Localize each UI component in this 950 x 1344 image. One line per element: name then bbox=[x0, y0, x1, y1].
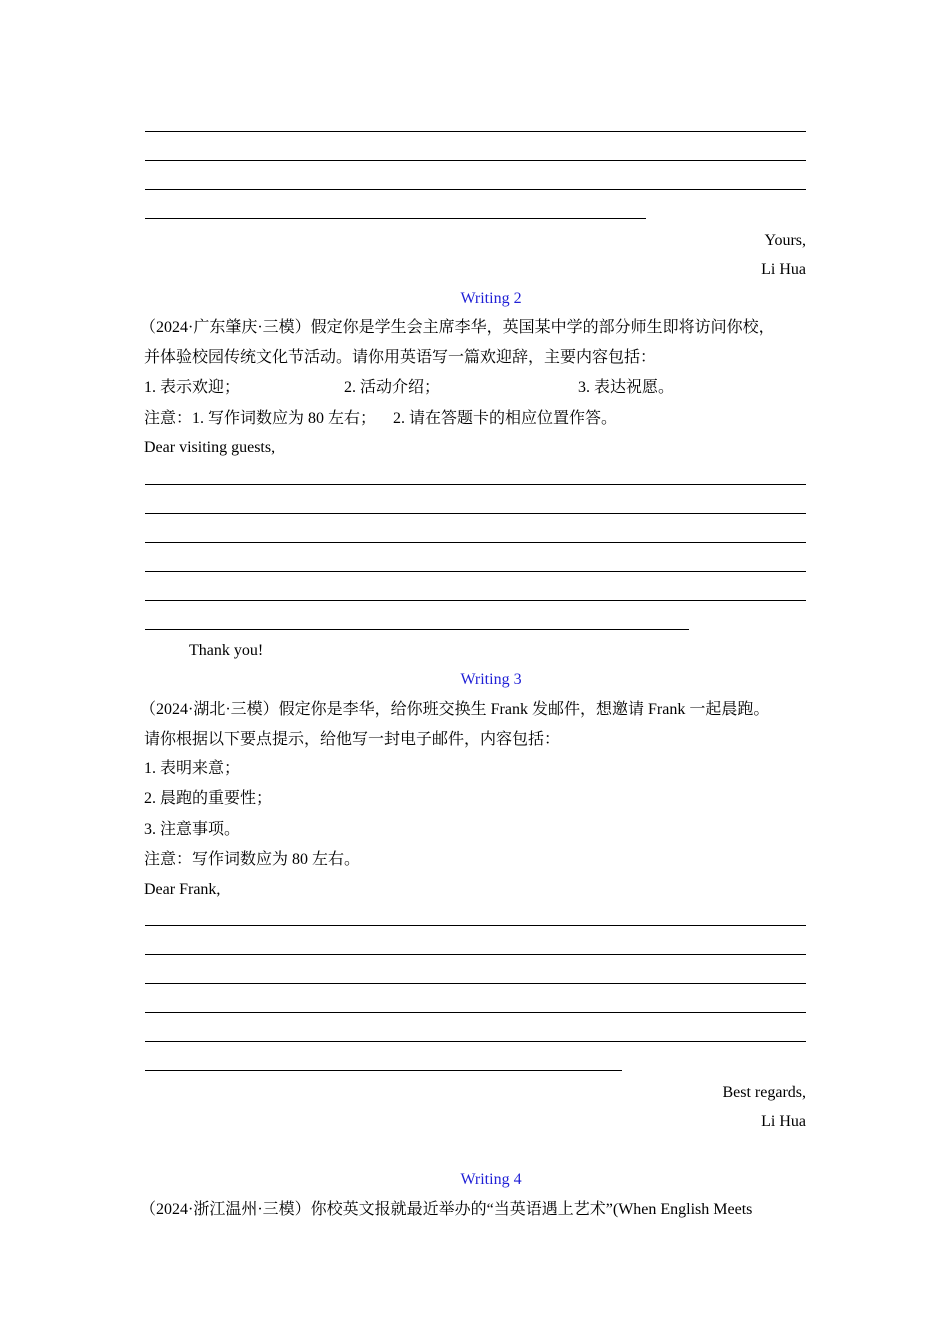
writing3-point-1: 1. 表明来意； bbox=[144, 760, 241, 777]
writing2-closing: Thank you! bbox=[189, 642, 264, 659]
writing2-point-2: 2. 活动介绍； bbox=[344, 379, 441, 396]
writing2-prompt-line2: 并体验校园传统文化节活动。请你用英语写一篇欢迎辞，主要内容包括： bbox=[144, 349, 657, 366]
writing3-note: 注意：写作词数应为 80 左右。 bbox=[144, 851, 361, 868]
writing4-heading: Writing 4 bbox=[460, 1171, 522, 1188]
answer-line[interactable] bbox=[145, 218, 646, 219]
writing2-heading: Writing 2 bbox=[460, 290, 522, 307]
answer-line[interactable] bbox=[145, 542, 806, 543]
writing3-salutation: Dear Frank, bbox=[144, 881, 221, 898]
letter1-closing: Yours, bbox=[764, 232, 806, 249]
answer-line[interactable] bbox=[145, 513, 806, 514]
answer-line[interactable] bbox=[145, 954, 806, 955]
writing2-point-1: 1. 表示欢迎； bbox=[144, 379, 241, 396]
answer-line[interactable] bbox=[145, 131, 806, 132]
letter1-signature: Li Hua bbox=[761, 261, 806, 278]
writing3-signature: Li Hua bbox=[761, 1113, 806, 1130]
writing2-salutation: Dear visiting guests, bbox=[144, 439, 276, 456]
answer-line[interactable] bbox=[145, 571, 806, 572]
answer-line[interactable] bbox=[145, 983, 806, 984]
writing2-note-2: 2. 请在答题卡的相应位置作答。 bbox=[393, 410, 618, 427]
writing3-heading: Writing 3 bbox=[460, 671, 522, 688]
answer-line[interactable] bbox=[145, 1041, 806, 1042]
writing2-note-1: 注意：1. 写作词数应为 80 左右； bbox=[144, 410, 377, 427]
writing3-point-2: 2. 晨跑的重要性； bbox=[144, 790, 273, 807]
answer-line[interactable] bbox=[145, 1070, 622, 1071]
answer-line[interactable] bbox=[145, 484, 806, 485]
answer-line[interactable] bbox=[145, 160, 806, 161]
writing3-closing: Best regards, bbox=[722, 1084, 806, 1101]
writing3-point-3: 3. 注意事项。 bbox=[144, 821, 241, 838]
answer-line[interactable] bbox=[145, 600, 806, 601]
answer-line[interactable] bbox=[145, 925, 806, 926]
answer-line[interactable] bbox=[145, 189, 806, 190]
writing2-point-3: 3. 表达祝愿。 bbox=[578, 379, 675, 396]
writing2-prompt-line1: （2024·广东肇庆·三模）假定你是学生会主席李华，英国某中学的部分师生即将访问你校， bbox=[140, 319, 775, 336]
writing4-prompt-line1: （2024·浙江温州·三模）你校英文报就最近举办的“当英语遇上艺术”(When English Meets bbox=[140, 1201, 753, 1218]
answer-line[interactable] bbox=[145, 1012, 806, 1013]
writing3-prompt-line2: 请你根据以下要点提示，给他写一封电子邮件，内容包括： bbox=[144, 731, 561, 748]
answer-line[interactable] bbox=[145, 629, 689, 630]
writing3-prompt-line1: （2024·湖北·三模）假定你是李华，给你班交换生 Frank 发邮件，想邀请 Frank 一起晨跑。 bbox=[140, 701, 770, 718]
